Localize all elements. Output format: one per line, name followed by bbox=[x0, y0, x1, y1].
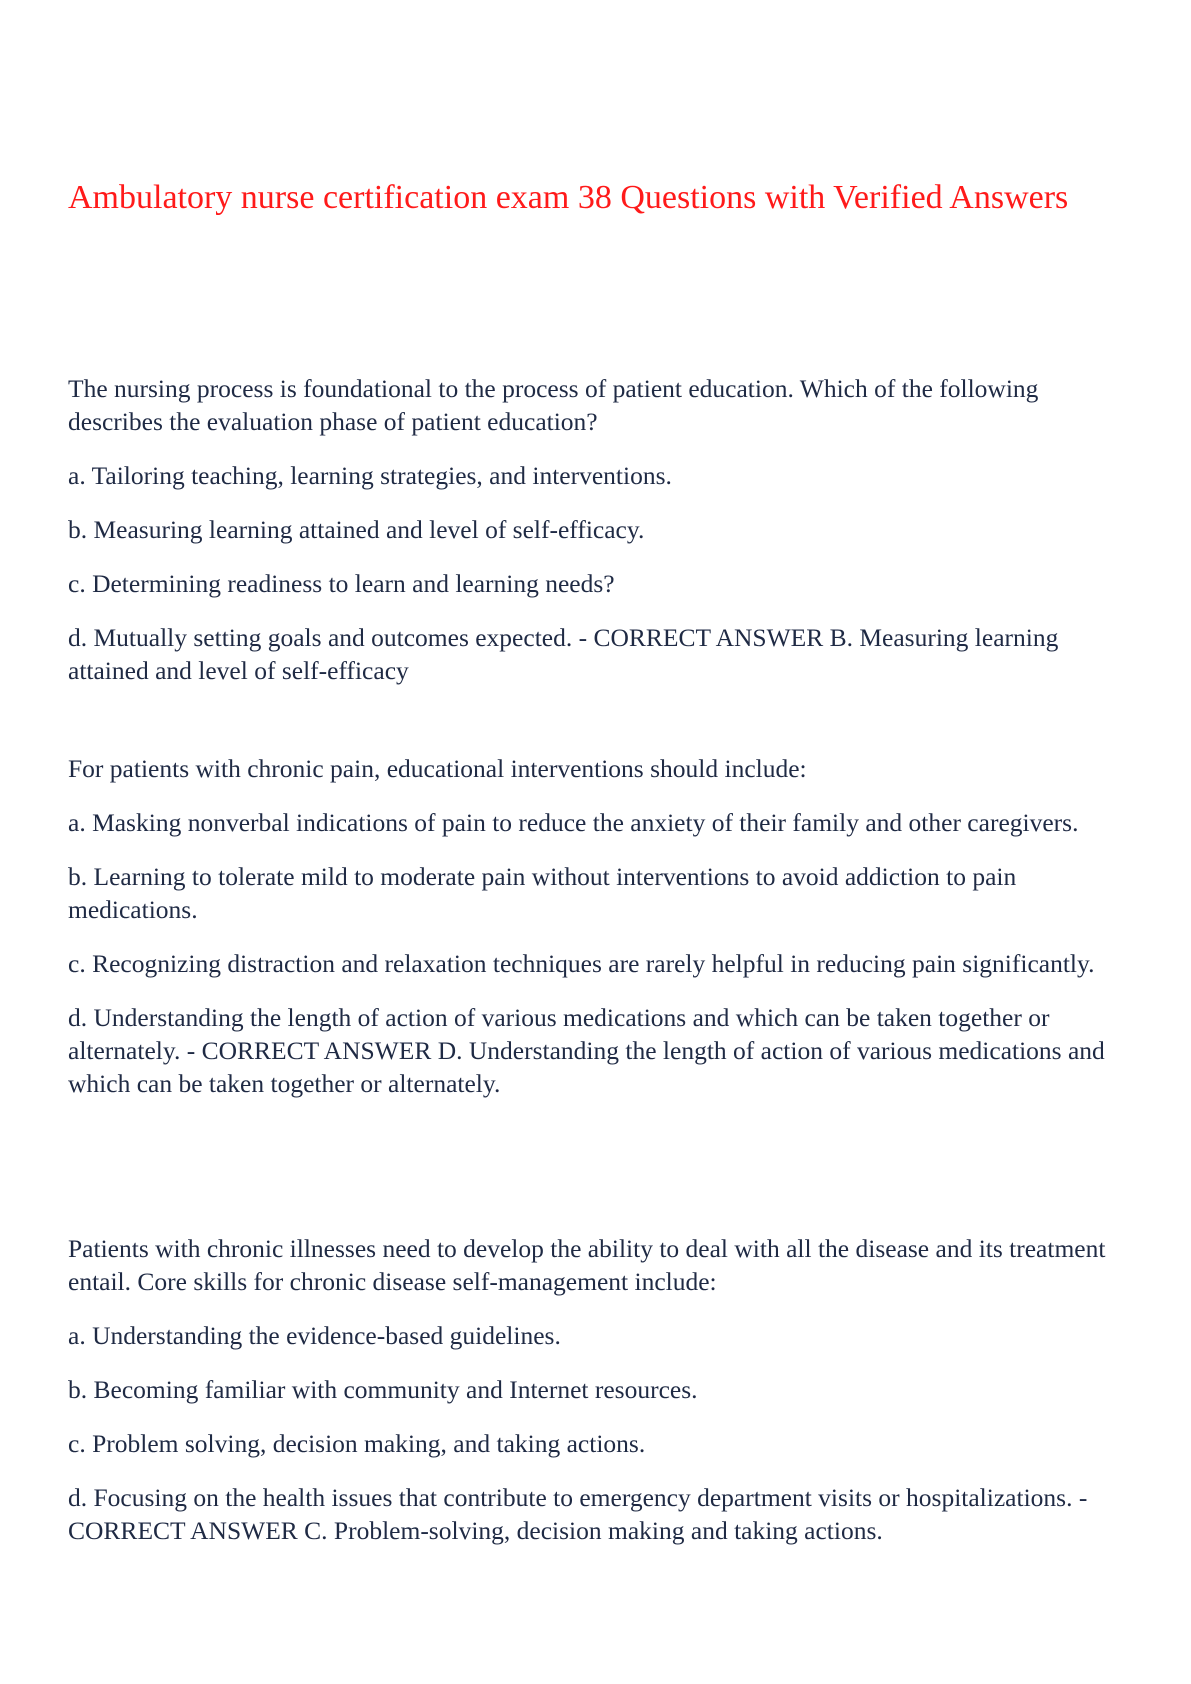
answer-option-c: c. Determining readiness to learn and learning needs? bbox=[68, 569, 615, 598]
question-stem: For patients with chronic pain, educational interventions should include: bbox=[68, 754, 807, 783]
answer-option-a: a. Understanding the evidence-based guidelines. bbox=[68, 1321, 561, 1350]
answer-option-c: c. Recognizing distraction and relaxation techniques are rarely helpful in reducing pain significantly. bbox=[68, 949, 1095, 978]
question-block-3 bbox=[68, 1232, 1128, 1568]
question-block-2 bbox=[68, 752, 1128, 1121]
answer-option-b: b. Measuring learning attained and level of self-efficacy. bbox=[68, 515, 645, 544]
answer-option-b: b. Becoming familiar with community and Internet resources. bbox=[68, 1375, 698, 1404]
document-title: Ambulatory nurse certification exam 38 Questions with Verified Answers bbox=[68, 179, 1069, 216]
answer-option-c: c. Problem solving, decision making, and taking actions. bbox=[68, 1429, 646, 1458]
answer-option-a: a. Tailoring teaching, learning strategies, and interventions. bbox=[68, 461, 672, 490]
answer-option-d-with-correct-answer: d. Focusing on the health issues that contribute to emergency department visits or hospitalizations. - CORRECT ANSWER C. Problem-solving, decision making and taking actions. bbox=[68, 1483, 1088, 1545]
question-stem: The nursing process is foundational to the process of patient education. Which of the following describes the evaluation phase of patient education? bbox=[68, 374, 1039, 436]
question-block-1 bbox=[68, 372, 1128, 708]
answer-option-d-with-correct-answer: d. Understanding the length of action of various medications and which can be taken together or alternately. - CORRECT ANSWER D. Understanding the length of action of various medications and which can be taken together or alternately. bbox=[68, 1003, 1105, 1098]
answer-option-b: b. Learning to tolerate mild to moderate pain without interventions to avoid addiction to pain medications. bbox=[68, 862, 1017, 924]
answer-option-a: a. Masking nonverbal indications of pain to reduce the anxiety of their family and other caregivers. bbox=[68, 808, 1079, 837]
answer-option-d-with-correct-answer: d. Mutually setting goals and outcomes expected. - CORRECT ANSWER B. Measuring learning attained and level of self-efficacy bbox=[68, 623, 1059, 685]
question-stem: Patients with chronic illnesses need to develop the ability to deal with all the disease and its treatment entail. Core skills for chronic disease self-management include: bbox=[68, 1234, 1106, 1296]
